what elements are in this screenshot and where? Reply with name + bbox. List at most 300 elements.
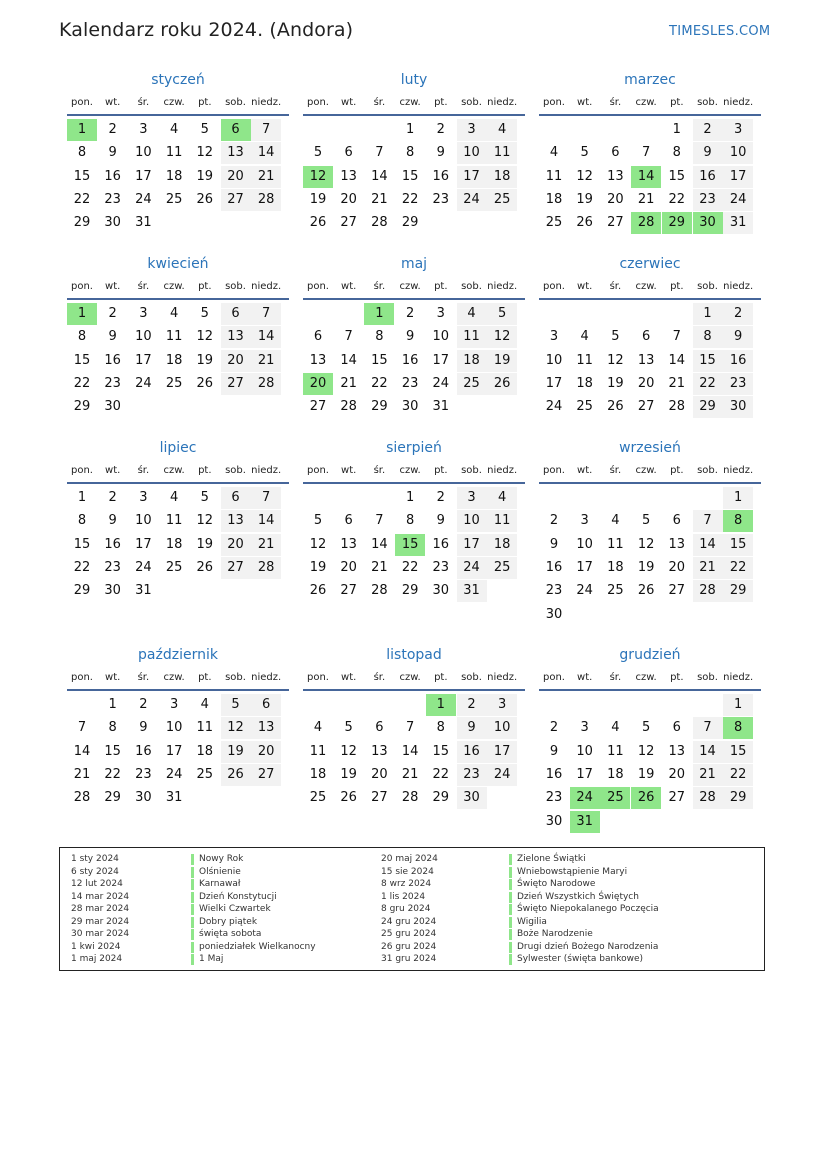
day-cell: 7 xyxy=(77,720,87,736)
weekday-label: niedz. xyxy=(487,97,518,108)
day-cell: 11 xyxy=(165,145,183,161)
day-cell: 17 xyxy=(487,741,517,763)
legend-color-marker xyxy=(509,867,512,878)
legend-color-marker xyxy=(191,942,194,953)
weekday-label: pon. xyxy=(71,465,93,476)
day-cell: 23 xyxy=(432,191,450,207)
legend-date: 20 maj 2024 xyxy=(381,854,438,864)
day-cell: 28 xyxy=(371,215,388,231)
day-cell: 19 xyxy=(196,536,214,552)
legend-date: 15 sie 2024 xyxy=(381,866,434,877)
day-cell: 23 xyxy=(693,189,723,211)
holiday-day-cell: 6 xyxy=(221,119,251,141)
day-cell: 7 xyxy=(405,720,415,736)
day-cell: 24 xyxy=(457,557,487,579)
day-cell: 28 xyxy=(668,399,686,415)
holiday-day-cell: 8 xyxy=(723,510,753,532)
day-cell: 31 xyxy=(135,583,152,599)
day-cell: 26 xyxy=(196,559,214,575)
day-cell: 16 xyxy=(104,168,121,184)
day-cell: 13 xyxy=(221,142,251,164)
legend-color-marker xyxy=(191,929,194,940)
day-cell: 23 xyxy=(401,375,419,391)
day-cell: 2 xyxy=(405,306,415,321)
day-cell: 26 xyxy=(221,764,251,786)
day-cell: 30 xyxy=(545,606,563,622)
weekday-label: niedz. xyxy=(487,281,518,292)
day-cell: 24 xyxy=(545,399,563,415)
legend-color-marker xyxy=(191,904,194,915)
day-cell: 12 xyxy=(309,536,327,552)
day-cell: 12 xyxy=(196,513,214,529)
day-cell: 16 xyxy=(432,168,450,184)
day-cell: 17 xyxy=(135,536,152,552)
day-cell: 31 xyxy=(165,790,183,806)
day-cell: 21 xyxy=(251,166,281,188)
legend-color-marker xyxy=(191,892,194,903)
day-cell: 4 xyxy=(313,720,323,736)
day-cell: 8 xyxy=(693,326,723,348)
day-cell: 15 xyxy=(73,168,91,184)
day-cell: 21 xyxy=(251,534,281,556)
day-cell: 4 xyxy=(611,720,620,736)
day-cell: 27 xyxy=(637,399,655,415)
weekday-label: wt. xyxy=(577,672,593,683)
day-cell: 9 xyxy=(108,145,117,161)
legend-holiday-name: Wniebowstąpienie Maryi xyxy=(517,866,628,877)
day-cell: 1 xyxy=(77,490,87,505)
day-cell: 20 xyxy=(668,559,686,575)
holiday-day-cell: 14 xyxy=(631,166,661,188)
day-cell: 2 xyxy=(549,513,559,529)
day-cell: 14 xyxy=(340,352,357,368)
day-cell: 9 xyxy=(693,142,723,164)
day-cell: 29 xyxy=(371,399,388,415)
day-cell: 22 xyxy=(693,373,723,395)
weekday-label: śr. xyxy=(137,281,150,292)
weekday-label: czw. xyxy=(399,97,421,108)
day-cell: 4 xyxy=(169,490,179,505)
day-cell: 12 xyxy=(637,536,655,552)
day-cell: 22 xyxy=(104,766,121,782)
weekday-label: pon. xyxy=(71,281,93,292)
day-cell: 18 xyxy=(309,766,327,782)
legend-holiday-name: poniedziałek Wielkanocny xyxy=(199,941,316,952)
day-cell: 20 xyxy=(637,375,655,391)
weekday-label: sob. xyxy=(225,281,246,292)
holiday-day-cell: 31 xyxy=(570,811,600,833)
day-cell: 17 xyxy=(135,352,152,368)
month-header-rule xyxy=(539,114,761,116)
weekday-label: pon. xyxy=(71,97,93,108)
day-cell: 10 xyxy=(576,743,593,759)
day-cell: 18 xyxy=(545,191,563,207)
legend-color-marker xyxy=(509,892,512,903)
day-cell: 17 xyxy=(165,743,183,759)
day-cell: 24 xyxy=(135,559,152,575)
day-cell: 10 xyxy=(545,352,563,368)
day-cell: 24 xyxy=(165,766,183,782)
day-cell: 3 xyxy=(580,720,589,736)
day-cell: 10 xyxy=(135,329,152,345)
day-cell: 12 xyxy=(637,743,655,759)
weekday-label: pon. xyxy=(307,672,329,683)
day-cell: 3 xyxy=(169,697,179,712)
day-cell: 11 xyxy=(487,510,517,532)
day-cell: 15 xyxy=(668,168,686,184)
month-name: październik xyxy=(138,647,218,663)
day-cell: 24 xyxy=(487,764,517,786)
day-cell: 16 xyxy=(432,536,450,552)
day-cell: 20 xyxy=(221,166,251,188)
day-cell: 21 xyxy=(340,375,357,391)
day-cell: 6 xyxy=(221,487,251,509)
weekday-label: niedz. xyxy=(723,281,754,292)
day-cell: 24 xyxy=(135,191,152,207)
holiday-day-cell: 15 xyxy=(395,534,425,556)
day-cell: 17 xyxy=(457,534,487,556)
day-cell: 5 xyxy=(641,720,651,736)
day-cell: 4 xyxy=(580,329,589,345)
day-cell: 27 xyxy=(668,583,686,599)
legend-color-marker xyxy=(509,942,512,953)
day-cell: 11 xyxy=(457,326,487,348)
day-cell: 25 xyxy=(457,373,487,395)
day-cell: 21 xyxy=(637,191,655,207)
day-cell: 11 xyxy=(165,329,183,345)
legend-date: 8 wrz 2024 xyxy=(381,879,432,889)
day-cell: 25 xyxy=(545,215,563,231)
day-cell: 2 xyxy=(108,490,117,505)
day-cell: 15 xyxy=(401,168,419,184)
weekday-label: pt. xyxy=(434,281,448,292)
day-cell: 5 xyxy=(221,694,251,716)
holiday-day-cell: 25 xyxy=(600,787,630,809)
weekday-label: czw. xyxy=(399,465,421,476)
weekday-label: sob. xyxy=(697,97,718,108)
day-cell: 10 xyxy=(135,513,152,529)
day-cell: 22 xyxy=(668,191,686,207)
legend-color-marker xyxy=(509,879,512,890)
month-name: lipiec xyxy=(159,440,197,456)
weekday-label: niedz. xyxy=(251,465,282,476)
weekday-label: niedz. xyxy=(723,465,754,476)
weekday-label: wt. xyxy=(577,281,593,292)
holiday-day-cell: 12 xyxy=(303,166,333,188)
day-cell: 14 xyxy=(693,534,723,556)
month-name: maj xyxy=(400,256,428,272)
legend-date: 31 gru 2024 xyxy=(381,954,437,964)
day-cell: 17 xyxy=(545,375,563,391)
day-cell: 2 xyxy=(723,303,753,325)
weekday-label: sob. xyxy=(697,672,718,683)
legend-holiday-name: Dzień Wszystkich Świętych xyxy=(517,891,639,902)
legend-date: 1 lis 2024 xyxy=(381,891,426,902)
day-cell: 16 xyxy=(545,559,563,575)
weekday-label: czw. xyxy=(163,281,185,292)
legend-holiday-name: Nowy Rok xyxy=(199,854,244,864)
day-cell: 17 xyxy=(432,352,450,368)
weekday-label: niedz. xyxy=(251,97,282,108)
holiday-day-cell: 20 xyxy=(303,373,333,395)
day-cell: 14 xyxy=(668,352,686,368)
day-cell: 15 xyxy=(73,352,91,368)
day-cell: 27 xyxy=(309,399,327,415)
day-cell: 5 xyxy=(313,513,323,529)
day-cell: 14 xyxy=(371,168,388,184)
day-cell: 7 xyxy=(251,487,281,509)
weekday-label: wt. xyxy=(341,97,357,108)
weekday-label: niedz. xyxy=(251,281,282,292)
day-cell: 2 xyxy=(139,697,148,712)
day-cell: 6 xyxy=(313,329,323,345)
legend-date: 1 sty 2024 xyxy=(71,854,119,864)
day-cell: 16 xyxy=(545,766,563,782)
day-cell: 16 xyxy=(457,741,487,763)
weekday-label: wt. xyxy=(105,672,121,683)
day-cell: 15 xyxy=(432,743,450,759)
day-cell: 28 xyxy=(73,790,91,806)
day-cell: 3 xyxy=(139,490,148,505)
weekday-label: wt. xyxy=(577,465,593,476)
day-cell: 12 xyxy=(196,329,214,345)
day-cell: 18 xyxy=(165,168,183,184)
month-header-rule xyxy=(67,689,289,691)
day-cell: 8 xyxy=(77,145,87,161)
month-name: kwiecień xyxy=(147,256,209,272)
day-cell: 2 xyxy=(108,122,117,137)
day-cell: 19 xyxy=(309,191,327,207)
legend-color-marker xyxy=(191,917,194,928)
day-cell: 18 xyxy=(457,350,487,372)
holiday-day-cell: 8 xyxy=(723,717,753,739)
weekday-label: wt. xyxy=(105,97,121,108)
day-cell: 9 xyxy=(549,743,559,759)
legend-holiday-name: Karnawał xyxy=(199,879,241,889)
legend-holiday-name: Wigilia xyxy=(517,916,547,927)
legend-date: 8 gru 2024 xyxy=(381,904,431,914)
day-cell: 24 xyxy=(432,375,450,391)
day-cell: 15 xyxy=(371,352,388,368)
weekday-label: czw. xyxy=(635,281,657,292)
day-cell: 5 xyxy=(200,122,209,137)
day-cell: 4 xyxy=(200,697,209,712)
day-cell: 13 xyxy=(668,743,686,759)
day-cell: 6 xyxy=(672,720,681,736)
day-cell: 7 xyxy=(251,303,281,325)
day-cell: 20 xyxy=(607,191,624,207)
day-cell: 7 xyxy=(693,717,723,739)
day-cell: 15 xyxy=(693,350,723,372)
month-header-rule xyxy=(67,482,289,484)
day-cell: 9 xyxy=(405,329,415,345)
weekday-label: wt. xyxy=(341,672,357,683)
day-cell: 26 xyxy=(487,373,517,395)
day-cell: 4 xyxy=(457,303,487,325)
day-cell: 11 xyxy=(196,720,214,736)
day-cell: 30 xyxy=(545,813,563,829)
day-cell: 9 xyxy=(108,513,117,529)
day-cell: 19 xyxy=(221,741,251,763)
legend-color-marker xyxy=(191,879,194,890)
day-cell: 29 xyxy=(73,215,91,231)
day-cell: 21 xyxy=(371,191,388,207)
day-cell: 18 xyxy=(165,536,183,552)
day-cell: 19 xyxy=(487,350,517,372)
day-cell: 28 xyxy=(371,583,388,599)
day-cell: 21 xyxy=(371,559,388,575)
day-cell: 27 xyxy=(371,790,388,806)
day-cell: 10 xyxy=(723,142,753,164)
weekday-label: śr. xyxy=(137,465,150,476)
day-cell: 15 xyxy=(723,534,753,556)
day-cell: 17 xyxy=(723,166,753,188)
weekday-label: czw. xyxy=(635,97,657,108)
day-cell: 18 xyxy=(165,352,183,368)
day-cell: 22 xyxy=(401,559,419,575)
day-cell: 11 xyxy=(487,142,517,164)
day-cell: 10 xyxy=(432,329,450,345)
day-cell: 22 xyxy=(401,191,419,207)
day-cell: 14 xyxy=(693,741,723,763)
holiday-day-cell: 26 xyxy=(631,787,661,809)
day-cell: 6 xyxy=(344,145,353,161)
day-cell: 29 xyxy=(401,215,419,231)
day-cell: 10 xyxy=(576,536,593,552)
month-header-rule xyxy=(539,689,761,691)
day-cell: 20 xyxy=(221,350,251,372)
month-header-rule xyxy=(303,689,525,691)
weekday-label: pt. xyxy=(434,97,448,108)
legend-date: 29 mar 2024 xyxy=(71,916,130,927)
day-cell: 27 xyxy=(668,790,686,806)
day-cell: 8 xyxy=(375,329,384,345)
day-cell: 12 xyxy=(221,717,251,739)
day-cell: 1 xyxy=(672,122,681,137)
weekday-label: sob. xyxy=(461,97,482,108)
day-cell: 18 xyxy=(196,743,214,759)
day-cell: 15 xyxy=(104,743,121,759)
day-cell: 9 xyxy=(436,145,445,161)
legend-holiday-name: Drugi dzień Bożego Narodzenia xyxy=(517,941,659,952)
day-cell: 23 xyxy=(432,559,450,575)
weekday-label: pon. xyxy=(543,672,565,683)
legend-color-marker xyxy=(509,854,512,865)
day-cell: 4 xyxy=(169,122,179,137)
weekday-label: pon. xyxy=(307,465,329,476)
day-cell: 22 xyxy=(73,375,91,391)
day-cell: 23 xyxy=(104,375,121,391)
legend-holiday-name: Olśnienie xyxy=(199,866,241,877)
day-cell: 10 xyxy=(487,717,517,739)
day-cell: 22 xyxy=(723,764,753,786)
day-cell: 30 xyxy=(401,399,419,415)
day-cell: 20 xyxy=(340,191,357,207)
day-cell: 5 xyxy=(611,329,620,345)
day-cell: 29 xyxy=(401,583,419,599)
brand-link[interactable]: TIMESLES.COM xyxy=(669,24,771,39)
day-cell: 29 xyxy=(73,399,91,415)
day-cell: 3 xyxy=(436,306,445,321)
day-cell: 2 xyxy=(108,306,117,321)
day-cell: 9 xyxy=(436,513,445,529)
month-name: wrzesień xyxy=(619,440,681,456)
day-cell: 12 xyxy=(196,145,214,161)
day-cell: 12 xyxy=(607,352,624,368)
day-cell: 17 xyxy=(457,166,487,188)
day-cell: 9 xyxy=(108,329,117,345)
day-cell: 18 xyxy=(487,534,517,556)
legend-holiday-name: Dzień Konstytucji xyxy=(199,891,277,902)
month-name: luty xyxy=(400,72,428,88)
day-cell: 3 xyxy=(457,119,487,141)
day-cell: 19 xyxy=(340,766,357,782)
month-name: grudzień xyxy=(619,647,681,663)
day-cell: 8 xyxy=(77,329,87,345)
day-cell: 21 xyxy=(401,766,419,782)
weekday-label: wt. xyxy=(341,465,357,476)
weekday-label: wt. xyxy=(105,465,121,476)
day-cell: 13 xyxy=(309,352,327,368)
day-cell: 7 xyxy=(693,510,723,532)
day-cell: 3 xyxy=(139,306,148,321)
day-cell: 8 xyxy=(672,145,681,161)
legend-color-marker xyxy=(509,954,512,965)
weekday-label: sob. xyxy=(225,465,246,476)
day-cell: 14 xyxy=(73,743,91,759)
weekday-label: pt. xyxy=(670,465,684,476)
month-header-rule xyxy=(67,298,289,300)
day-cell: 19 xyxy=(196,168,214,184)
legend-holiday-name: święta sobota xyxy=(199,929,262,939)
day-cell: 7 xyxy=(375,145,384,161)
day-cell: 31 xyxy=(432,399,450,415)
holiday-legend xyxy=(59,847,765,971)
holiday-day-cell: 30 xyxy=(693,212,723,234)
month-name: styczeń xyxy=(151,72,205,88)
day-cell: 2 xyxy=(436,490,445,505)
day-cell: 27 xyxy=(340,583,357,599)
day-cell: 5 xyxy=(200,490,209,505)
day-cell: 11 xyxy=(607,536,624,552)
day-cell: 4 xyxy=(487,487,517,509)
month-name: listopad xyxy=(386,647,442,663)
day-cell: 5 xyxy=(313,145,323,161)
day-cell: 23 xyxy=(104,559,121,575)
month-header-rule xyxy=(303,114,525,116)
day-cell: 22 xyxy=(73,559,91,575)
weekday-label: czw. xyxy=(635,465,657,476)
holiday-day-cell: 1 xyxy=(426,694,456,716)
weekday-label: sob. xyxy=(225,672,246,683)
day-cell: 8 xyxy=(405,513,415,529)
day-cell: 5 xyxy=(200,306,209,321)
legend-date: 6 sty 2024 xyxy=(71,866,119,877)
legend-holiday-name: Święto Niepokalanego Poczęcia xyxy=(517,904,659,914)
day-cell: 19 xyxy=(607,375,624,391)
day-cell: 17 xyxy=(576,766,593,782)
weekday-label: pt. xyxy=(434,465,448,476)
day-cell: 7 xyxy=(375,513,384,529)
day-cell: 9 xyxy=(549,536,559,552)
legend-date: 14 mar 2024 xyxy=(71,891,130,902)
legend-color-marker xyxy=(191,854,194,865)
day-cell: 30 xyxy=(135,790,152,806)
day-cell: 9 xyxy=(139,720,148,736)
day-cell: 6 xyxy=(611,145,620,161)
weekday-label: niedz. xyxy=(487,672,518,683)
weekday-label: pon. xyxy=(543,465,565,476)
